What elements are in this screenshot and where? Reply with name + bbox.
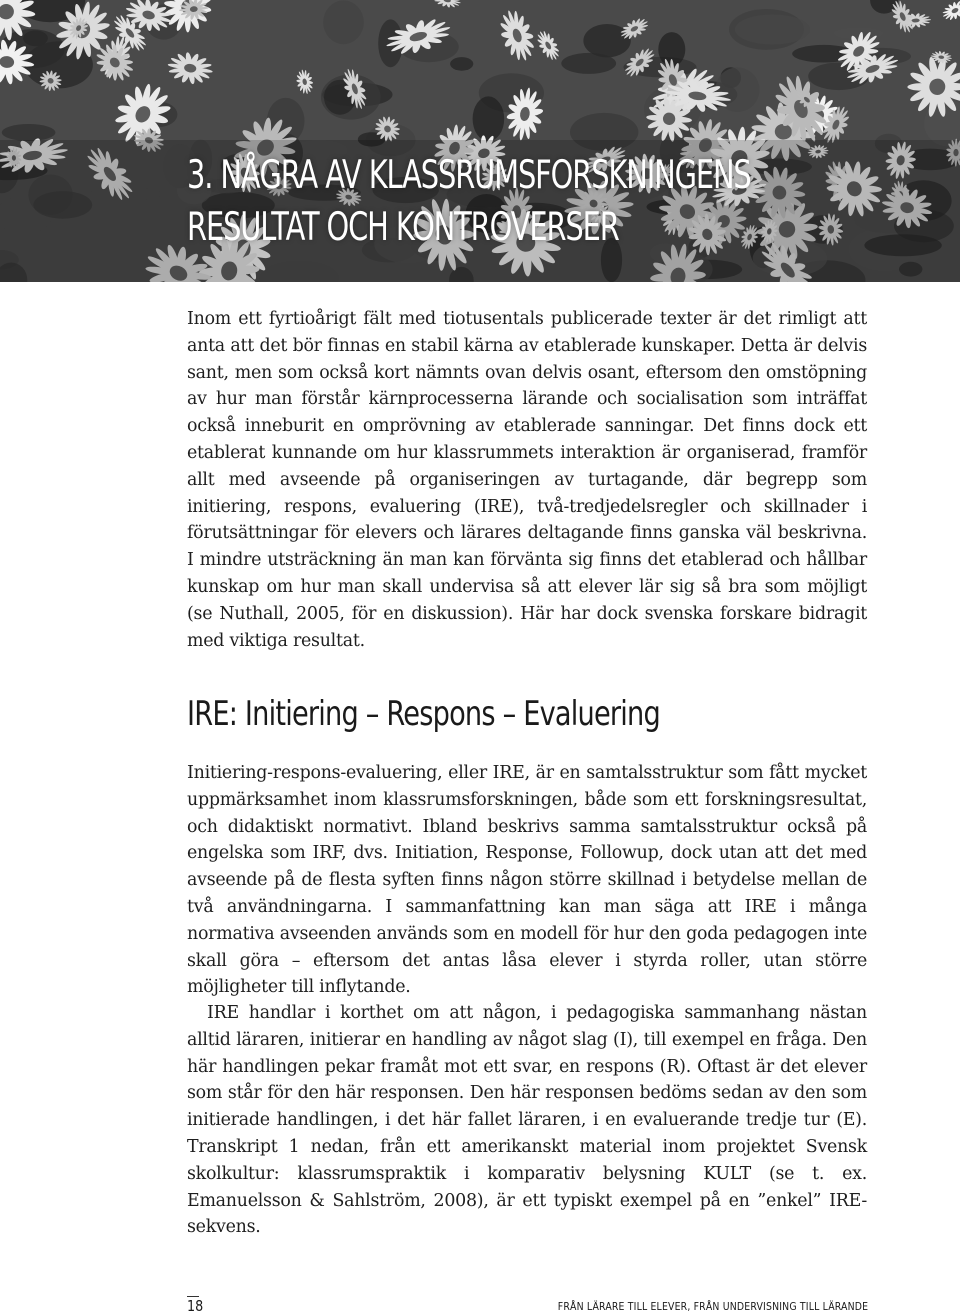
section-paragraph-1: Initiering-respons-evaluering, eller IRE, är en samtalsstruktur som fått mycket uppmärksamhet inom klassrumsforskningen, både som ett forskningsresultat, och didaktiskt normativt. Ibland beskrivs samma samtalsstruktur också på engelska som IRF, dvs. Initiation, Response, Followup, dock utan att det med avseende på de flesta syften finns någon större skillnad i betydelse mellan de två användningarna. I sammanfattning kan man säga att IRE i många normativa avseenden används som en modell för hur den goda pedagogen inte skall göra – eftersom det antas låsa elever i styrda roller, utan större möjligheter till inflytande.	[187, 763, 867, 998]
section-heading: IRE: Initiering – Respons – Evaluering	[187, 694, 660, 734]
page-number: 18	[187, 1297, 204, 1315]
chapter-title-line-1: 3. NÅGRA AV KLASSRUMSFORSKNINGENS	[187, 153, 751, 198]
intro-paragraph: Inom ett fyrtioårigt fält med tiotusentals publicerade texter är det rimligt att anta att det bör finnas en stabil kärna av etablerade kunskaper. Detta är delvis sant, men som också kort nämnts ovan delvis osant, eftersom den omstöpning av hur man förstår kärnprocesserna lärande och socialisation som inträffat också inneburit en omprövning av etablerade sanningar. Det finns dock ett etablerat kunnande om hur klassrummets interaktion är organiserad, framför allt med avseende på organiseringen av turtagande, där begrepp som initiering, respons, evaluering (IRE), två-tredjedelsregler och skillnader i förutsättningar för elevers och lärares deltagande finns ganska väl beskrivna. I mindre utsträckning än man kan förvänta sig finns det etablerad och hållbar kunskap om hur man skall undervisa så att elever lär sig så bra som möjligt (se Nuthall, 2005, för en diskussion). Här har dock svenska forskare bidragit med viktiga resultat.	[187, 309, 867, 651]
chapter-header-photo	[0, 0, 960, 282]
section-paragraph-2: IRE handlar i korthet om att någon, i pedagogiska sammanhang nästan alltid läraren, initierar en handling av något slag (I), till exempel en fråga. Den här handlingen pekar framåt mot ett svar, en respons (R). Oftast är det elever som står för den här responsen. Den här responsen bedöms sedan av den som initierade handlingen, i det här fallet läraren, i en evaluerande tredje tur (E). Transkript 1 nedan, från ett amerikanskt material inom projektet Svensk skolkultur: klassrumspraktik i komparativ belysning KULT (se t. ex. Emanuelsson & Sahlström, 2008), är ett typiskt exempel på en ”enkel” IRE-sekvens.	[187, 1003, 867, 1238]
chapter-title-line-2: RESULTAT OCH KONTROVERSER	[187, 205, 619, 250]
running-title: FRÅN LÄRARE TILL ELEVER, FRÅN UNDERVISNING TILL LÄRANDE	[557, 1300, 868, 1313]
chapter-title	[187, 150, 751, 254]
